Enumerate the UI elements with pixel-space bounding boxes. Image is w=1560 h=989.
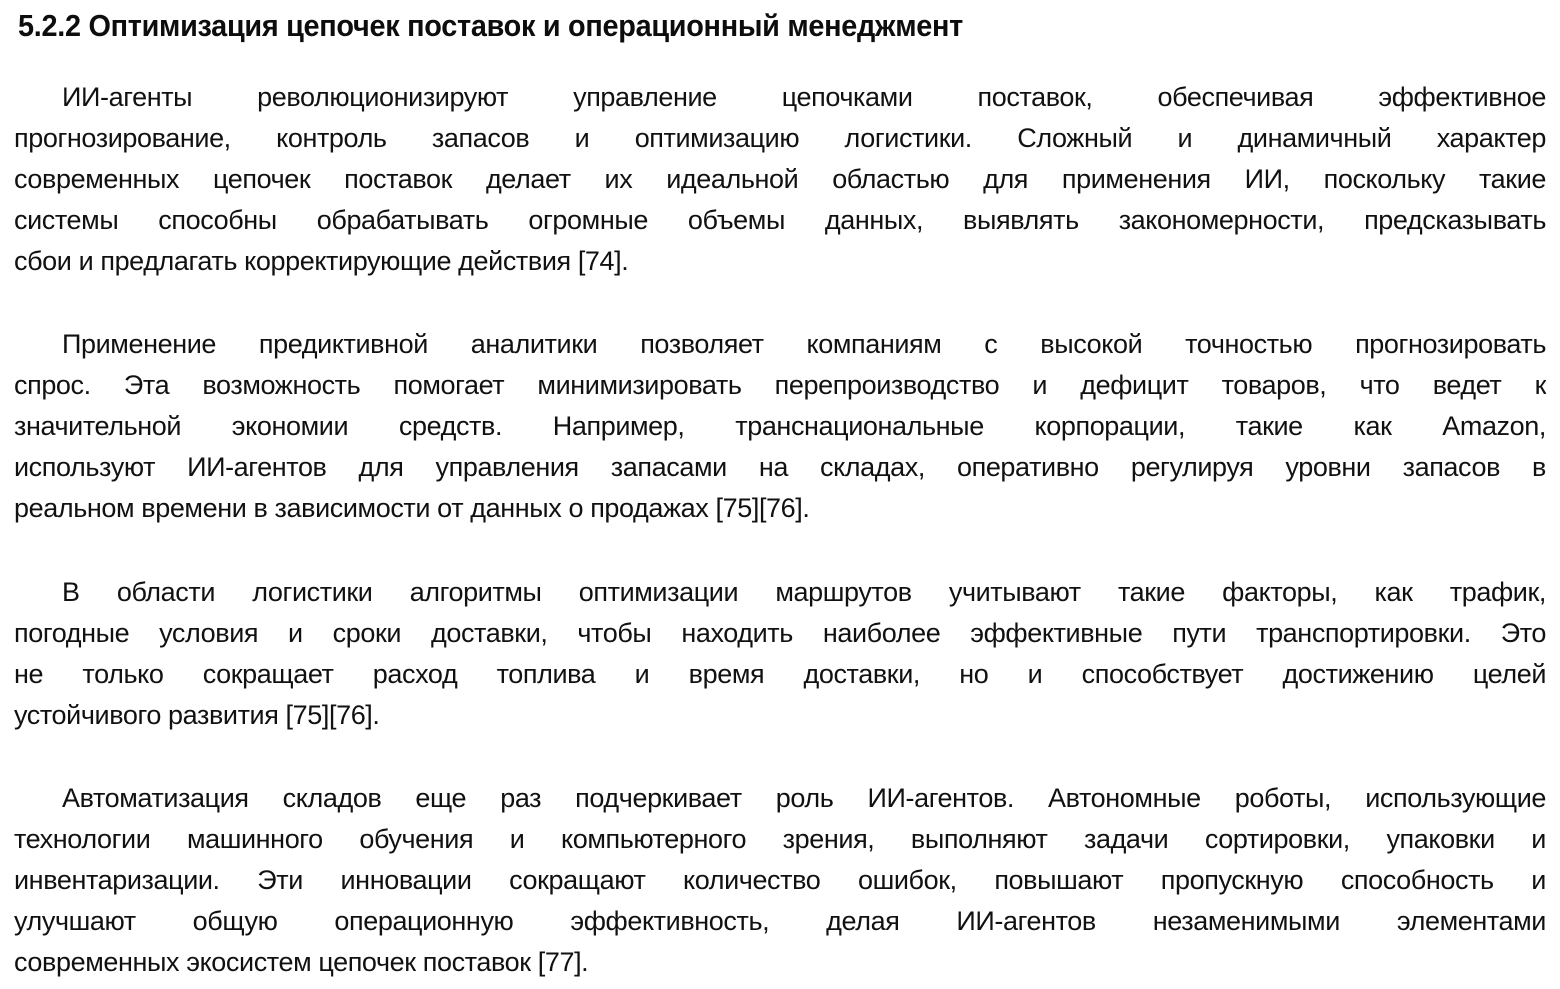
text-line: прогнозирование, контроль запасов и оптимизацию логистики. Сложный и динамичный характер bbox=[14, 123, 1546, 153]
text-line: используют ИИ-агентов для управления запасами на складах, оперативно регулируя уровни запасов в bbox=[14, 452, 1546, 482]
paragraph-supply-chain-intro bbox=[14, 77, 1546, 282]
text-line: современных цепочек поставок делает их идеальной областью для применения ИИ, поскольку такие bbox=[14, 164, 1546, 194]
text-line: улучшают общую операционную эффективность, делая ИИ-агентов незаменимыми элементами bbox=[14, 906, 1546, 936]
paragraph-logistics-routing bbox=[14, 572, 1546, 736]
text-line: системы способны обрабатывать огромные объемы данных, выявлять закономерности, предсказывать bbox=[14, 205, 1546, 235]
paragraph-warehouse-automation bbox=[14, 778, 1546, 983]
text-line: В области логистики алгоритмы оптимизации маршрутов учитывают такие факторы, как трафик, bbox=[62, 577, 1546, 607]
text-line: ИИ-агенты революционизируют управление цепочками поставок, обеспечивая эффективное bbox=[62, 82, 1546, 112]
text-line: погодные условия и сроки доставки, чтобы находить наиболее эффективные пути транспортировки. Это bbox=[14, 618, 1546, 648]
text-line: реальном времени в зависимости от данных о продажах [75][76]. bbox=[14, 493, 810, 523]
text-line: технологии машинного обучения и компьютерного зрения, выполняют задачи сортировки, упаковки и bbox=[14, 824, 1546, 854]
text-line: не только сокращает расход топлива и время доставки, но и способствует достижению целей bbox=[14, 659, 1546, 689]
text-line: современных экосистем цепочек поставок [77]. bbox=[14, 947, 589, 977]
section-heading: 5.2.2 Оптимизация цепочек поставок и операционный менеджмент bbox=[18, 8, 964, 43]
text-line: сбои и предлагать корректирующие действия [74]. bbox=[14, 246, 629, 276]
text-line: Применение предиктивной аналитики позволяет компаниям с высокой точностью прогнозировать bbox=[62, 329, 1546, 359]
text-line: значительной экономии средств. Например, транснациональные корпорации, такие как Amazon, bbox=[14, 411, 1546, 441]
text-line: инвентаризации. Эти инновации сокращают количество ошибок, повышают пропускную способность и bbox=[14, 865, 1546, 895]
text-line: спрос. Эта возможность помогает минимизировать перепроизводство и дефицит товаров, что ведет к bbox=[14, 370, 1546, 400]
text-line: устойчивого развития [75][76]. bbox=[14, 700, 380, 730]
text-line: Автоматизация складов еще раз подчеркивает роль ИИ-агентов. Автономные роботы, использующие bbox=[62, 783, 1546, 813]
paragraph-predictive-analytics bbox=[14, 324, 1546, 529]
